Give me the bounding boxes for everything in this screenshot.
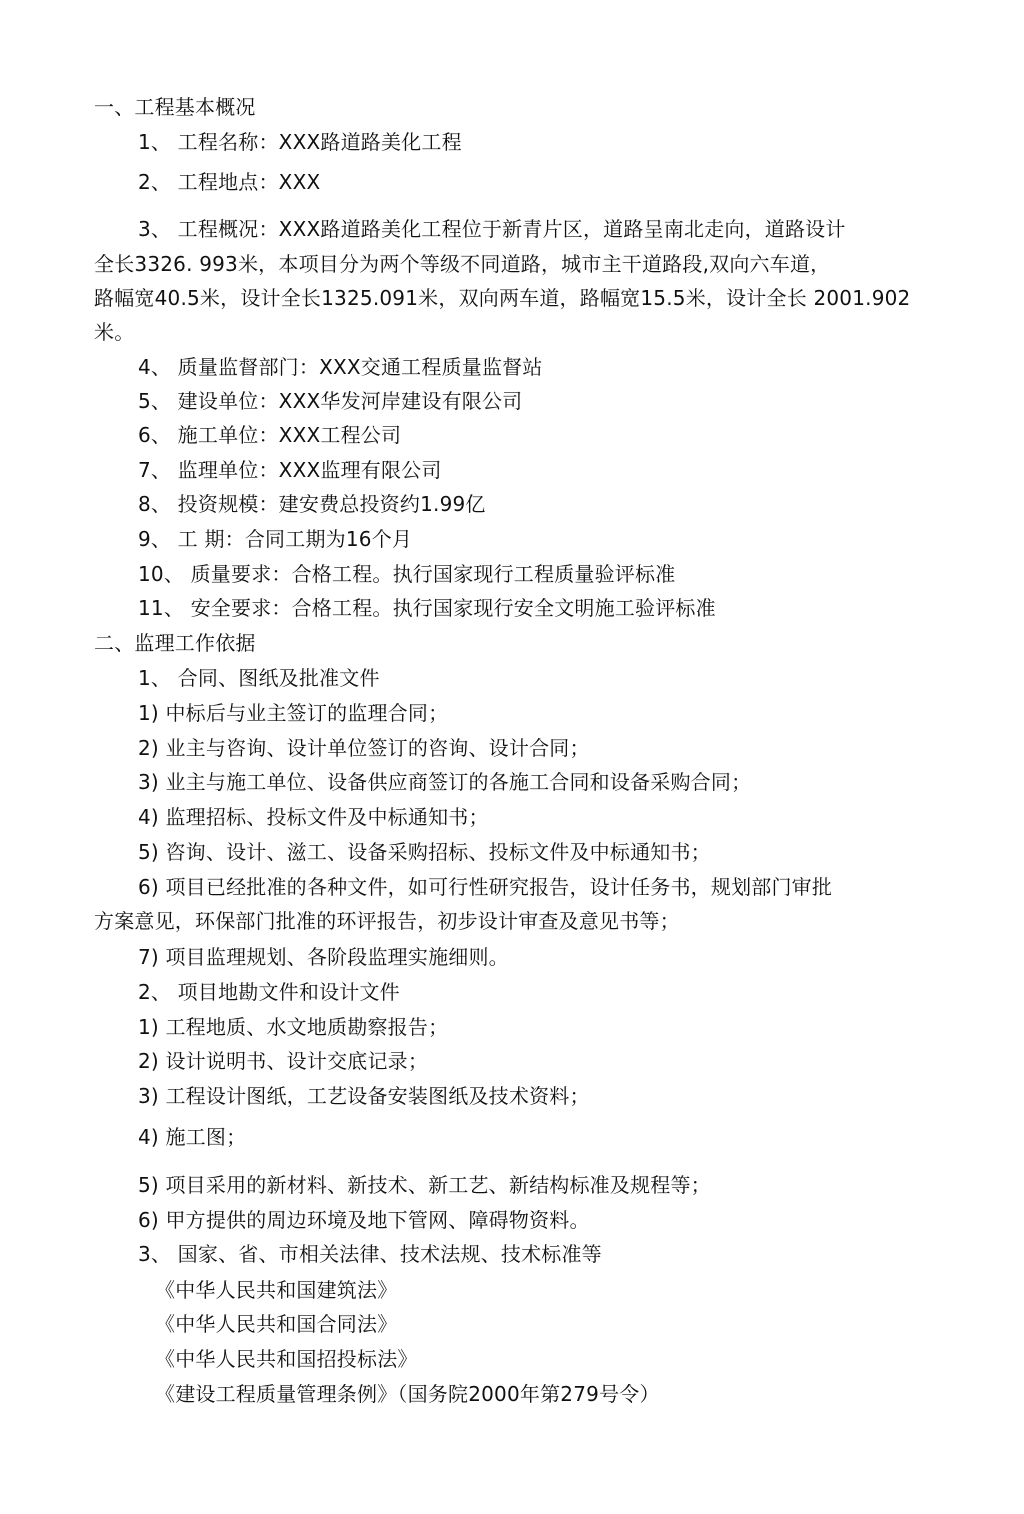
project-overview-line-3: 路幅宽40.5米，设计全长1325.091米，双向两车道，路幅宽15.5米，设计全长 2001.902 xyxy=(94,286,911,310)
list-item: 4) 监理招标、投标文件及中标通知书； xyxy=(138,805,489,829)
list-item: 3) 工程设计图纸，工艺设备安装图纸及技术资料； xyxy=(138,1084,590,1108)
investment-scale: 8、 投资规模：建安费总投资约1.99亿 xyxy=(138,492,486,516)
quality-requirement: 10、 质量要求：合格工程。执行国家现行工程质量验评标准 xyxy=(138,562,676,586)
list-item: 1) 中标后与业主签订的监理合同； xyxy=(138,701,449,725)
list-item: 2) 设计说明书、设计交底记录； xyxy=(138,1049,429,1073)
list-item: 6) 项目已经批准的各种文件，如可行性研究报告，设计任务书，规划部门审批 xyxy=(138,875,833,899)
list-item: 1) 工程地质、水文地质勘察报告； xyxy=(138,1015,449,1039)
list-item: 5) 项目采用的新材料、新技术、新工艺、新结构标准及规程等； xyxy=(138,1173,711,1197)
basis-design-title: 2、 项目地勘文件和设计文件 xyxy=(138,980,400,1004)
safety-requirement: 11、 安全要求：合格工程。执行国家现行安全文明施工验评标准 xyxy=(138,596,716,620)
list-item: 4) 施工图； xyxy=(138,1125,247,1149)
project-overview-line-4: 米。 xyxy=(94,320,135,344)
list-item: 6) 甲方提供的周边环境及地下管网、障碍物资料。 xyxy=(138,1208,590,1232)
list-item-continuation: 方案意见，环保部门批准的环评报告，初步设计审查及意见书等； xyxy=(94,909,680,933)
section-heading-2: 二、监理工作依据 xyxy=(94,631,256,655)
construction-unit: 5、 建设单位：XXX华发河岸建设有限公司 xyxy=(138,389,523,413)
law-item: 《中华人民共和国建筑法》 xyxy=(155,1278,398,1302)
project-name: 1、 工程名称：XXX路道路美化工程 xyxy=(138,130,462,154)
quality-supervision-dept: 4、 质量监督部门：XXX交通工程质量监督站 xyxy=(138,355,543,379)
construction-period: 9、 工 期：合同工期为16个月 xyxy=(138,527,413,551)
project-overview-line-1: 3、 工程概况：XXX路道路美化工程位于新青片区，道路呈南北走向，道路设计 xyxy=(138,217,846,241)
project-overview-line-2: 全长3326. 993米，本项目分为两个等级不同道路，城市主干道路段,双向六车道， xyxy=(94,252,831,276)
list-item: 2) 业主与咨询、设计单位签订的咨询、设计合同； xyxy=(138,736,590,760)
list-item: 5) 咨询、设计、滋工、设备采购招标、投标文件及中标通知书； xyxy=(138,840,711,864)
law-item: 《中华人民共和国招投标法》 xyxy=(155,1347,418,1371)
list-item: 7) 项目监理规划、各阶段监理实施细则。 xyxy=(138,945,509,969)
project-location: 2、 工程地点：XXX xyxy=(138,170,321,194)
section-heading-1: 一、工程基本概况 xyxy=(94,95,256,119)
basis-laws-title: 3、 国家、省、市相关法律、技术法规、技术标准等 xyxy=(138,1242,602,1266)
list-item: 3) 业主与施工单位、设备供应商签订的各施工合同和设备采购合同； xyxy=(138,770,752,794)
supervision-unit: 7、 监理单位：XXX监理有限公司 xyxy=(138,458,442,482)
contractor-unit: 6、 施工单位：XXX工程公司 xyxy=(138,423,402,447)
basis-contracts-title: 1、 合同、图纸及批准文件 xyxy=(138,666,380,690)
law-item: 《建设工程质量管理条例》（国务院2000年第279号令） xyxy=(155,1382,660,1406)
law-item: 《中华人民共和国合同法》 xyxy=(155,1312,398,1336)
